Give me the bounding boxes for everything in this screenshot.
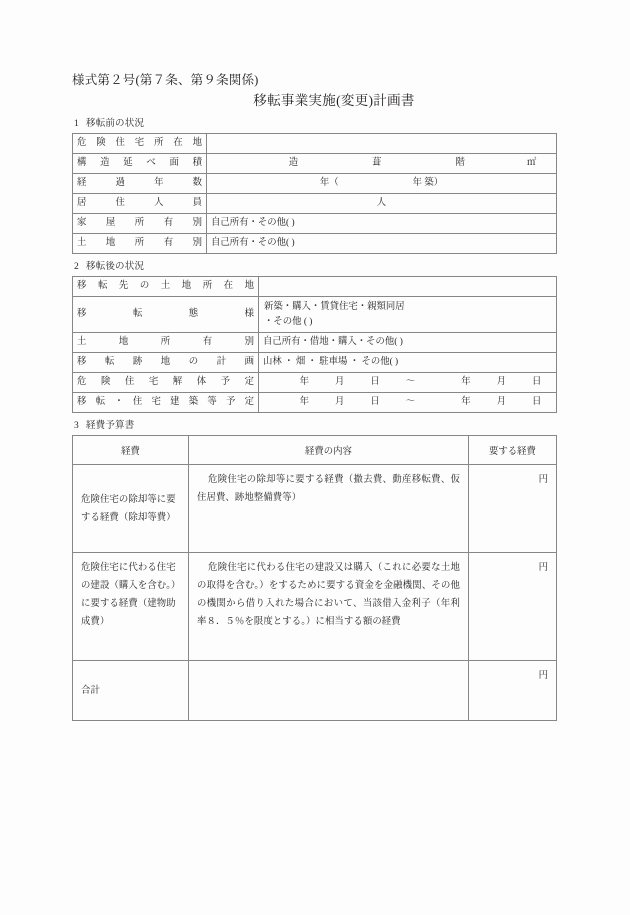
- construction-end-day: 日: [531, 397, 542, 407]
- table-row: [73, 234, 557, 254]
- section-title-1: 移転前の状況: [85, 119, 145, 129]
- table-row: [73, 353, 557, 373]
- row-value-land-ownership[interactable]: 自己所有・その他( ): [207, 234, 557, 254]
- construction-start-month: 月: [335, 397, 345, 407]
- row-label-location: 危険住宅所在地: [73, 134, 207, 154]
- construction-end-year: 年: [461, 397, 471, 407]
- budget-content-construction: 危険住宅に代わる住宅の建設又は購入（これに必要な土地の取得を含む。）をするために要する資金を金融機関、その他の機関から借り入れた場合において、当該借入金利子（年利率８．５％を限度とする。）に相当する額の経費: [189, 553, 469, 661]
- page-title: 移転事業実施(変更)計画書: [253, 93, 415, 108]
- table-before-relocation: [72, 133, 557, 254]
- budget-category-construction: 危険住宅に代わる住宅の建設（購入を含む。）に要する経費（建物助成費）: [73, 553, 189, 661]
- table-row: [73, 154, 557, 174]
- demolition-end-year: 年: [461, 377, 471, 387]
- budget-category-total: 合計: [73, 661, 189, 721]
- budget-amount-total[interactable]: 円: [469, 661, 557, 721]
- row-value-land-ownership-after[interactable]: 自己所有・借地・購入・その他( ): [259, 333, 557, 353]
- form-number: 様式第２号(第７条、第９条関係): [72, 73, 259, 87]
- budget-category-demolition: 危険住宅の除却等に要する経費（除却等費）: [73, 465, 189, 553]
- row-value-destination-land[interactable]: [259, 277, 557, 297]
- budget-amount-construction[interactable]: 円: [469, 553, 557, 661]
- row-value-construction-schedule[interactable]: [259, 393, 557, 413]
- construction-end-month: 月: [496, 397, 506, 407]
- row-value-vacated-land-plan[interactable]: 山林 ・ 畑 ・ 駐車場 ・ その他( ): [259, 353, 557, 373]
- structure-unit-fuki: 葺: [372, 158, 382, 168]
- table-row: [73, 194, 557, 214]
- years-built-close: 年 築）: [412, 178, 444, 188]
- demolition-start-day: 日: [370, 377, 380, 387]
- budget-header-content: 経費の内容: [189, 436, 469, 465]
- table-row: [73, 465, 557, 553]
- row-label-land-ownership-after: 土地所有別: [73, 333, 259, 353]
- row-value-location[interactable]: [207, 134, 557, 154]
- years-elapsed-open: 年（: [319, 178, 339, 188]
- table-row: [73, 214, 557, 234]
- demolition-start-month: 月: [335, 377, 345, 387]
- table-row: [73, 297, 557, 333]
- row-value-structure-area[interactable]: [207, 154, 557, 174]
- section-number-3: 3: [74, 421, 79, 431]
- budget-amount-demolition[interactable]: 円: [469, 465, 557, 553]
- table-row: [73, 174, 557, 194]
- table-row: [73, 661, 557, 721]
- row-label-vacated-land-plan: 移転跡地の計画: [73, 353, 259, 373]
- budget-header-row: [73, 436, 557, 465]
- structure-unit-sqm: ㎡: [526, 158, 537, 168]
- budget-header-category: 経費: [73, 436, 189, 465]
- budget-content-demolition: 危険住宅の除却等に要する経費（撤去費、動産移転費、仮住居費、跡地整備費等）: [189, 465, 469, 553]
- row-value-residents[interactable]: 人: [207, 194, 557, 214]
- budget-header-amount: 要する経費: [469, 436, 557, 465]
- row-label-structure-area: 構造延べ面積: [73, 154, 207, 174]
- structure-unit-zukuri: 造: [288, 158, 299, 168]
- demolition-end-day: 日: [531, 377, 542, 387]
- relocation-type-other: ・その他 ( ): [264, 317, 313, 327]
- table-row: [73, 553, 557, 661]
- relocation-type-options: 新築・購入・賃貸住宅・親類同居: [264, 302, 405, 312]
- demolition-end-month: 月: [496, 377, 506, 387]
- section-heading-2: [74, 261, 558, 274]
- construction-range-tilde: ～: [405, 397, 416, 407]
- row-label-destination-land: 移転先の土地所在地: [73, 277, 259, 297]
- table-budget: [72, 435, 557, 721]
- row-label-construction-schedule: 移転・住宅建築等予定: [73, 393, 259, 413]
- section-title-3: 経費予算書: [85, 421, 135, 431]
- row-label-land-ownership: 土地所有別: [73, 234, 207, 254]
- table-row: [73, 134, 557, 154]
- structure-unit-kai: 階: [455, 158, 465, 168]
- row-label-demolition-schedule: 危険住宅解体予定: [73, 373, 259, 393]
- demolition-range-tilde: ～: [405, 377, 416, 387]
- section-heading-1: [74, 118, 558, 131]
- table-row: [73, 393, 557, 413]
- row-label-house-ownership: 家屋所有別: [73, 214, 207, 234]
- construction-start-year: 年: [299, 397, 310, 407]
- row-value-demolition-schedule[interactable]: [259, 373, 557, 393]
- table-row: [73, 333, 557, 353]
- row-label-relocation-type: 移転態様: [73, 297, 259, 333]
- section-title-2: 移転後の状況: [85, 262, 145, 272]
- document-body: [72, 72, 558, 721]
- row-label-residents: 居住人員: [73, 194, 207, 214]
- budget-content-total: [189, 661, 469, 721]
- table-row: [73, 373, 557, 393]
- section-number-1: 1: [74, 119, 79, 129]
- section-number-2: 2: [74, 262, 79, 272]
- construction-start-day: 日: [370, 397, 380, 407]
- section-heading-3: [74, 420, 558, 433]
- row-value-years-elapsed[interactable]: [207, 174, 557, 194]
- table-after-relocation: [72, 276, 557, 413]
- row-value-house-ownership[interactable]: 自己所有・その他( ): [207, 214, 557, 234]
- row-value-relocation-type[interactable]: [259, 297, 557, 333]
- table-row: [73, 277, 557, 297]
- demolition-start-year: 年: [299, 377, 310, 387]
- row-label-years-elapsed: 経過年数: [73, 174, 207, 194]
